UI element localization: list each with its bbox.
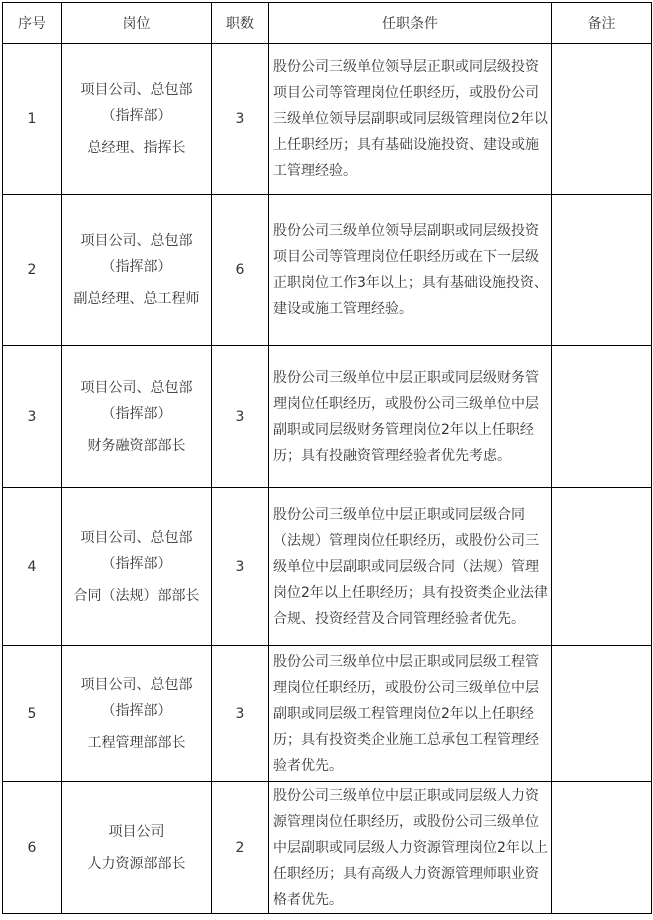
position-line: 副总经理、总工程师 [73, 291, 200, 307]
row-count: 3 [212, 646, 269, 782]
header-no: 序号 [3, 3, 62, 44]
row-position [62, 646, 212, 782]
position-line: 工程管理部部长 [87, 734, 186, 751]
row-remark [552, 195, 652, 346]
position-line: 项目公司、总包部 [80, 82, 193, 98]
position-line: 财务融资部部长 [87, 437, 186, 454]
row-requirement: 股份公司三级单位领导层副职或同层级投资项目公司等管理岗位任职经历或在下一层级正职岗位工作3年以上；具有基础设施投资、建设或施工管理经验。 [269, 195, 552, 346]
position-line: （指挥部） [101, 555, 172, 572]
row-position [62, 195, 212, 346]
position-line: 总经理、指挥长 [87, 140, 186, 156]
row-count: 3 [212, 346, 269, 488]
row-no: 6 [3, 782, 62, 914]
row-requirement: 股份公司三级单位中层正职或同层级人力资源管理岗位任职经历，或股份公司三级单位中层副职或同层级人力资源管理岗位2年以上任职经历；具有高级人力资源管理师职业资格者优先。 [269, 782, 552, 914]
header-position: 岗位 [62, 3, 212, 44]
position-line: 项目公司、总包部 [80, 676, 193, 693]
table-row [3, 646, 652, 782]
header-count: 职数 [212, 3, 269, 44]
row-requirement: 股份公司三级单位中层正职或同层级合同（法规）管理岗位任职经历，或股份公司三级单位中层副职或同层级合同（法规）管理岗位2年以上任职经历；具有投资类企业法律合规、投资经营及合同管理经验者优先。 [269, 488, 552, 646]
row-remark [552, 488, 652, 646]
position-line: 项目公司、总包部 [80, 529, 193, 546]
row-count: 2 [212, 782, 269, 914]
row-no: 5 [3, 646, 62, 782]
header-requirement: 任职条件 [269, 3, 552, 44]
table-row [3, 44, 652, 195]
header-remark: 备注 [552, 3, 652, 44]
table-row [3, 346, 652, 488]
position-line: 人力资源部部长 [87, 855, 186, 872]
position-line: （指挥部） [101, 259, 172, 275]
row-no: 2 [3, 195, 62, 346]
row-count: 6 [212, 195, 269, 346]
row-remark [552, 646, 652, 782]
row-position [62, 782, 212, 914]
table-row [3, 782, 652, 914]
position-line: （指挥部） [101, 405, 172, 422]
row-position [62, 44, 212, 195]
table-header-row [3, 3, 652, 44]
position-line: 项目公司 [108, 823, 165, 840]
row-remark [552, 346, 652, 488]
row-count: 3 [212, 44, 269, 195]
row-position [62, 488, 212, 646]
position-line: 项目公司、总包部 [80, 379, 193, 396]
row-no: 3 [3, 346, 62, 488]
row-requirement: 股份公司三级单位领导层正职或同层级投资项目公司等管理岗位任职经历，或股份公司三级单位领导层副职或同层级管理岗位2年以上任职经历；具有基础设施投资、建设或施工管理经验。 [269, 44, 552, 195]
table-row [3, 195, 652, 346]
position-line: 合同（法规）部部长 [73, 587, 200, 604]
position-line: （指挥部） [101, 702, 172, 719]
row-no: 1 [3, 44, 62, 195]
position-line: （指挥部） [101, 108, 172, 124]
row-remark [552, 44, 652, 195]
row-no: 4 [3, 488, 62, 646]
row-requirement: 股份公司三级单位中层正职或同层级工程管理岗位任职经历，或股份公司三级单位中层副职或同层级工程管理岗位2年以上任职经历；具有投资类企业施工总承包工程管理经验者优先。 [269, 646, 552, 782]
row-position [62, 346, 212, 488]
table-row [3, 488, 652, 646]
position-line: 项目公司、总包部 [80, 233, 193, 249]
position-requirements-table [2, 2, 652, 914]
row-count: 3 [212, 488, 269, 646]
row-requirement: 股份公司三级单位中层正职或同层级财务管理岗位任职经历，或股份公司三级单位中层副职或同层级财务管理岗位2年以上任职经历；具有投融资管理经验者优先考虑。 [269, 346, 552, 488]
row-remark [552, 782, 652, 914]
